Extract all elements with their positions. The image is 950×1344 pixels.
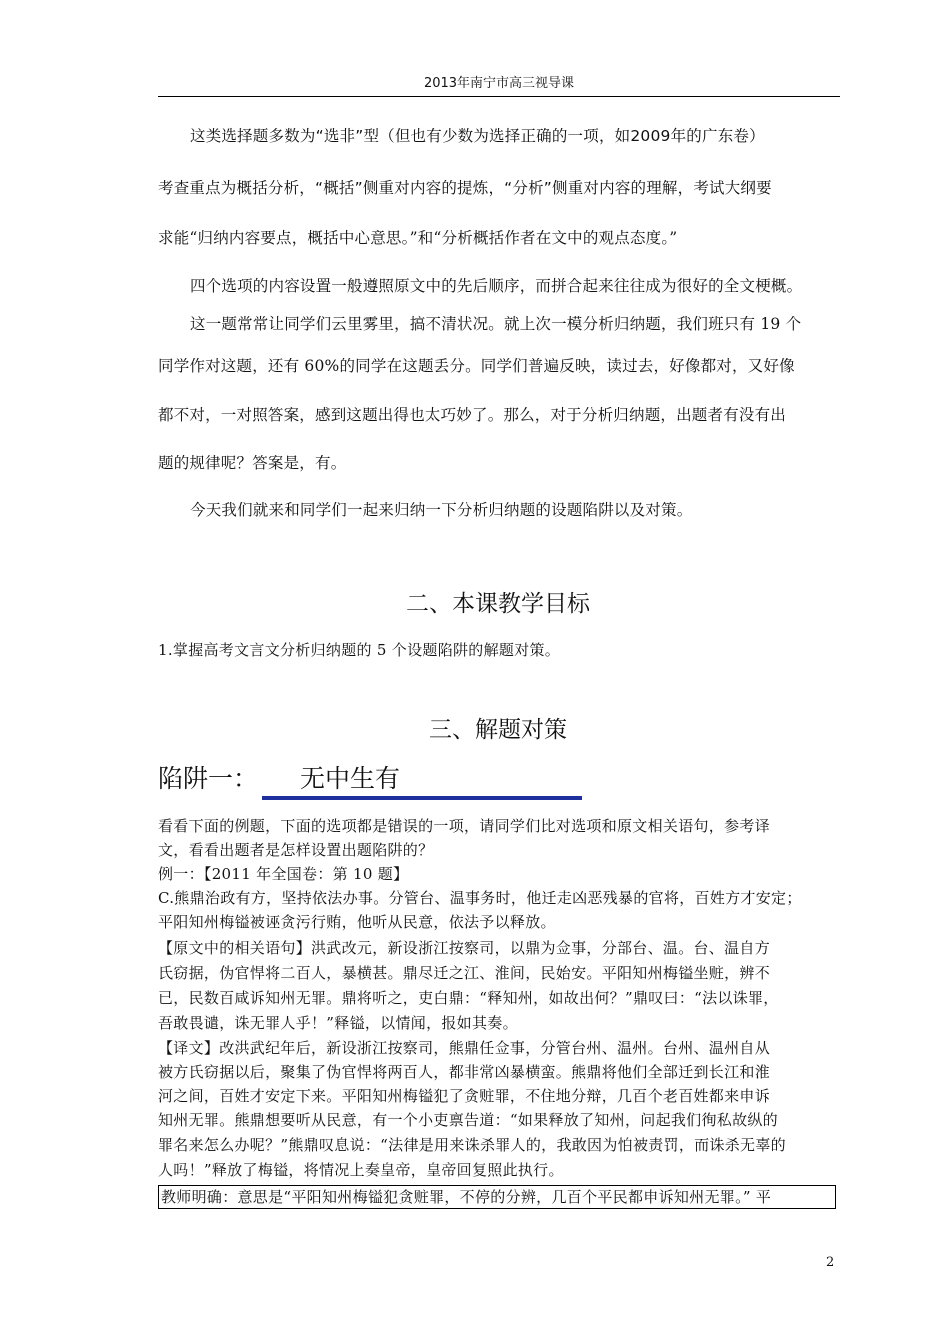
- example-option-line: 平阳知州梅镒被诬贪污行贿，他听从民意，依法予以释放。: [158, 913, 556, 931]
- intro-line: 今天我们就来和同学们一起来归纳一下分析归纳题的设题陷阱以及对策。: [190, 501, 693, 519]
- translation-line: 知州无罪。熊鼎想要听从民意，有一个小吏禀告道：“如果释放了知州，问起我们徇私故纵的: [158, 1111, 778, 1129]
- objective-item: 1.掌握高考文言文分析归纳题的 5 个设题陷阱的解题对策。: [158, 641, 561, 659]
- intro-text: 求能: [158, 229, 190, 247]
- example-intro-line: 看看下面的例题，下面的选项都是错误的一项，请同学们比对选项和原文相关语句，参考译: [158, 817, 771, 835]
- trap-label: 陷阱一：: [158, 764, 259, 793]
- translation-line: 河之间，百姓才安定下来。平阳知州梅镒犯了贪赃罪，不住地分辩，几百个老百姓都来申诉: [158, 1087, 771, 1105]
- section-heading: 二、本课教学目标: [406, 591, 590, 617]
- intro-line: 考查重点为概括分析，“概括”侧重对内容的提炼，“分析”侧重对内容的理解，考试大纲要: [158, 179, 772, 197]
- translation-line: 罪名来怎么办呢？”熊鼎叹息说：“法律是用来诛杀罪人的，我敢因为怕被责罚，而诛杀无辜的: [158, 1136, 786, 1154]
- teacher-note-box: 教师明确：意思是“平阳知州梅镒犯贪赃罪，不停的分辨，几百个平民都申诉知州无罪。” 平: [158, 1185, 836, 1209]
- example-label: 例一：【2011 年全国卷：第 10 题】: [158, 865, 409, 883]
- intro-line: 四个选项的内容设置一般遵照原文中的先后顺序，而拼合起来往往成为很好的全文梗概。: [190, 277, 803, 295]
- original-text-line: 已，民数百咸诉知州无罪。鼎将听之，吏白鼎：“释知州，如故出何？”鼎叹曰：“法以诛罪，: [158, 989, 779, 1007]
- intro-quote: “归纳内容要点，概括中心意思。”: [189, 229, 418, 247]
- intro-line: [158, 354, 838, 378]
- page-number: 2: [826, 1255, 835, 1270]
- page-header-title: 2013年南宁市高三视导课: [423, 76, 575, 91]
- intro-line: 都不对，一对照答案，感到这题出得也太巧妙了。那么，对于分析归纳题，出题者有没有出: [158, 406, 787, 424]
- intro-text: 同学作对这题，还有 60%的同学在这题丢分。: [158, 357, 481, 375]
- intro-line: 这类选择题多数为“选非”型（但也有少数为选择正确的一项，如2009年的广东卷）: [190, 127, 765, 145]
- trap-name: 无中生有: [300, 764, 401, 793]
- section-heading: 三、解题对策: [429, 717, 567, 743]
- translation-line: 被方氏窃据以后，聚集了伪官悍将两百人，都非常凶暴横蛮。熊鼎将他们全部迁到长江和淮: [158, 1063, 771, 1081]
- original-text-line: 氏窃据，伪官悍将二百人，暴横甚。鼎尽迁之江、淮间，民始安。平阳知州梅镒坐赃，辨不: [158, 964, 771, 982]
- intro-line: 这一题常常让同学们云里雾里，搞不清状况。就上次一模分析归纳题，我们班只有 19 个: [190, 315, 802, 333]
- trap-underline: [262, 796, 582, 800]
- header-rule: [158, 96, 840, 97]
- intro-line: [158, 226, 838, 250]
- intro-quote: “分析概括作者在文中的观点态度。”: [433, 229, 678, 247]
- example-option-line: C.熊鼎治政有方，坚持依法办事。分管台、温事务时，他迁走凶恶残暴的官将，百姓方才安定；: [158, 889, 802, 907]
- translation-line: 【译文】改洪武纪年后，新设浙江按察司，熊鼎任佥事，分管台州、温州。台州、温州自从: [158, 1039, 771, 1057]
- example-intro-line: 文，看看出题者是怎样设置出题陷阱的？: [158, 841, 434, 859]
- intro-text: 和: [417, 229, 434, 247]
- original-text-line: 吾敢畏谴，诛无罪人乎！”释镒，以情闻，报如其奏。: [158, 1014, 518, 1032]
- translation-line: 人吗！”释放了梅镒，将情况上奏皇帝，皇帝回复照此执行。: [158, 1161, 564, 1179]
- original-text-line: 【原文中的相关语句】洪武改元，新设浙江按察司，以鼎为佥事，分部台、温。台、温自方: [158, 939, 771, 957]
- intro-text: 同学们普遍反映，读过去，好像都对，又好像: [480, 357, 795, 375]
- intro-line: 题的规律呢？答案是，有。: [158, 454, 347, 472]
